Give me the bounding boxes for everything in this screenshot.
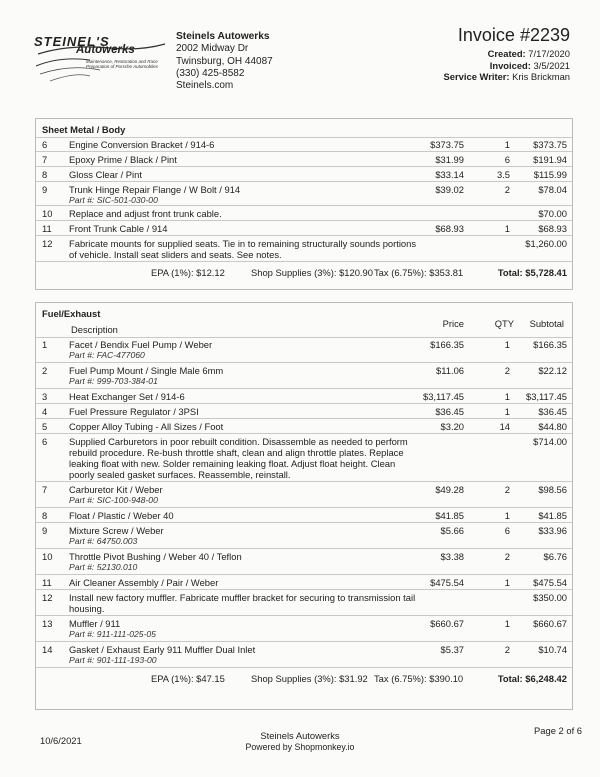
line-item-number: 10 [42,551,53,562]
tax-amount: Tax (6.75%): $353.81 [374,267,464,278]
line-item-price: $3,117.45 [422,391,464,402]
line-item-subtotal: $68.93 [538,223,567,234]
line-item-subtotal: $660.67 [533,618,567,629]
line-item-qty: 6 [504,525,510,536]
line-item-description-text: Carburetor Kit / Weber [69,484,163,495]
line-item-qty: 1 [504,139,510,150]
line-item-qty: 1 [504,577,510,588]
line-item-price: $68.93 [435,223,464,234]
line-item-description-text: Facet / Bendix Fuel Pump / Weber [69,339,213,350]
line-item-number: 2 [42,365,48,376]
line-item-qty: 1 [504,510,510,521]
line-item-number: 14 [42,644,53,655]
line-item-description-text: Copper Alloy Tubing - All Sizes / Foot [69,421,224,432]
footer-company: Steinels Autowerks [260,730,340,741]
footer-page-number: Page 2 of 6 [534,725,582,736]
logo-text-line1: STEINEL'S [34,34,110,49]
line-item-subtotal: $475.54 [533,577,567,588]
col-header-subtotal: Subtotal [529,318,564,329]
line-item-price: $5.37 [440,644,464,655]
line-item-price: $31.99 [435,154,464,165]
shop-supplies-fee: Shop Supplies (3%): $120.90 [251,267,373,278]
line-item-part-number: Part #: 911-111-025-05 [69,629,156,639]
line-item-description [69,436,419,480]
fuel-exhaust-section [35,302,573,710]
line-item-part-number: Part #: 999-703-384-01 [69,376,158,386]
line-item-part-number: Part #: 64750.003 [69,536,138,546]
company-address2: Twinsburg, OH 44087 [176,55,273,67]
line-item-description [69,184,419,206]
section-total: Total: $5,728.41 [497,267,567,278]
line-item-price: $166.35 [430,339,464,350]
line-item-description [69,592,419,614]
line-item-description [69,339,419,361]
line-item-subtotal: $350.00 [533,592,567,603]
line-item-description [69,484,419,506]
col-header-qty: QTY [494,318,514,329]
line-item-description-text: Fabricate mounts for supplied seats. Tie in to remaining structurally sounds portions of vehicle. Install seat sliders and seats. See notes. [69,238,417,260]
line-item-description-text: Air Cleaner Assembly / Pair / Weber [69,577,219,588]
line-item-price: $41.85 [435,510,464,521]
col-header-description: Description [71,324,118,335]
line-item-description [69,365,419,387]
line-item-description-text: Gasket / Exhaust Early 911 Muffler Dual Inlet [69,644,256,655]
invoiced-date: 3/5/2021 [533,59,570,71]
line-item-number: 13 [42,618,53,629]
line-item-price: $11.06 [436,365,464,376]
line-item-price: $3.38 [440,551,464,562]
line-item-subtotal: $22.12 [538,365,567,376]
line-item-description-text: Epoxy Prime / Black / Pint [69,154,177,165]
line-item-description [69,208,419,219]
shop-supplies-fee: Shop Supplies (3%): $31.92 [251,673,368,684]
invoice-meta [444,48,570,83]
line-item-qty: 1 [504,406,510,417]
line-item-subtotal: $36.45 [538,406,567,417]
line-item-description [69,525,419,547]
line-item-description [69,618,419,640]
line-item-part-number: Part #: 901-111-193-00 [69,655,157,665]
line-item-description-text: Muffler / 911 [69,618,121,629]
line-item-qty: 2 [504,484,510,495]
col-header-price: Price [442,318,464,329]
line-item-qty: 1 [504,618,510,629]
logo-tagline: Maintenance, Restoration and Race Preparation of Porsche Automobiles [86,59,158,69]
line-item-price: $36.45 [435,406,464,417]
line-item-part-number: Part #: SIC-501-030-00 [69,195,158,205]
line-item-qty: 3.5 [496,169,510,180]
line-item-subtotal: $44.80 [538,421,567,432]
sheet-metal-section [35,118,573,290]
line-item-number: 5 [42,421,48,432]
line-item-description [69,391,419,402]
company-name: Steinels Autowerks [176,31,270,42]
line-item-number: 1 [42,339,48,350]
line-item-subtotal: $166.35 [533,339,567,350]
line-item-description [69,406,419,417]
line-item-description [69,169,419,180]
epa-fee: EPA (1%): $12.12 [151,267,225,278]
logo-text-line2: Autowerks [76,44,135,56]
line-item-part-number: Part #: SIC-100-948-00 [69,495,158,505]
line-item-qty: 1 [504,391,510,402]
section-total: Total: $6,248.42 [497,673,567,684]
line-item-price: $33.14 [435,169,464,180]
line-item-description-text: Heat Exchanger Set / 914-6 [69,391,185,402]
line-item-number: 8 [42,510,48,521]
line-item-subtotal: $98.56 [538,484,567,495]
line-item-number: 7 [42,484,48,495]
line-item-qty: 14 [499,421,510,432]
line-item-description [69,154,419,165]
line-item-description-text: Supplied Carburetors in poor rebuilt condition. Disassemble as needed to perform rebuild procedure. Re-bush throttle shaft, clean and align throttle plates. Replace leaking float with new. Solder remaining leaking float. Adjust float height. Clean poorly sealed gasket surfaces. Reassemble, reinstall. [69,436,408,480]
company-logo [30,26,170,96]
tax-amount: Tax (6.75%): $390.10 [374,673,464,684]
company-info [176,31,273,92]
created-label: Created: [487,48,526,59]
line-item-number: 6 [42,139,48,150]
line-item-price: $373.75 [430,139,464,150]
line-item-description-text: Fuel Pressure Regulator / 3PSI [69,406,199,417]
line-item-subtotal: $3,117.45 [525,391,567,402]
line-item-description [69,223,419,234]
line-item-subtotal: $115.99 [533,169,567,180]
line-item-description [69,510,419,521]
line-item-number: 7 [42,154,48,165]
company-address1: 2002 Midway Dr [176,43,249,55]
line-item-price: $49.28 [435,484,464,495]
line-item-qty: 2 [504,644,510,655]
line-item-price: $5.66 [440,525,464,536]
line-item-number: 12 [42,592,53,603]
line-item-price: $475.54 [430,577,464,588]
line-item-description [69,139,419,150]
line-item-number: 9 [42,184,48,195]
line-item-number: 11 [42,223,52,234]
line-item-description-text: Front Trunk Cable / 914 [69,223,168,234]
line-item-subtotal: $70.00 [538,208,567,219]
line-item-number: 11 [42,577,52,588]
created-date: 7/17/2020 [528,48,570,59]
line-item-description [69,644,419,666]
line-item-number: 8 [42,169,48,180]
line-item-subtotal: $191.94 [533,154,567,165]
line-item-description-text: Throttle Pivot Bushing / Weber 40 / Teflon [69,551,242,562]
section-title: Sheet Metal / Body [42,124,126,135]
line-item-number: 4 [42,406,48,417]
writer-label: Service Writer: [443,71,510,82]
line-item-number: 6 [42,436,48,447]
line-item-subtotal: $41.85 [538,510,567,521]
line-item-description [69,577,419,588]
line-item-qty: 1 [504,223,510,234]
line-item-price: $39.02 [435,184,464,195]
section-title: Fuel/Exhaust [42,308,101,319]
line-item-qty: 2 [504,184,510,195]
line-item-description-text: Replace and adjust front trunk cable. [69,208,222,219]
line-item-qty: 2 [504,551,510,562]
company-website: Steinels.com [176,80,234,92]
line-item-part-number: Part #: FAC-477060 [69,350,145,360]
line-item-description-text: Engine Conversion Bracket / 914-6 [69,139,215,150]
line-item-description-text: Fuel Pump Mount / Single Male 6mm [69,365,224,376]
company-phone: (330) 425-8582 [176,67,245,79]
line-item-number: 3 [42,391,48,402]
line-item-description-text: Mixture Screw / Weber [69,525,164,536]
line-item-description [69,551,419,573]
line-item-number: 12 [42,238,53,249]
line-item-subtotal: $6.76 [543,551,567,562]
footer-date: 10/6/2021 [40,735,82,746]
line-item-part-number: Part #: 52130.010 [69,562,138,572]
line-item-subtotal: $78.04 [538,184,567,195]
line-item-subtotal: $1,260.00 [525,238,567,249]
line-item-subtotal: $33.96 [538,525,567,536]
line-item-qty: 2 [504,365,510,376]
writer-name: Kris Brickman [512,71,570,82]
line-item-subtotal: $10.74 [538,644,567,655]
line-item-description-text: Install new factory muffler. Fabricate muffler bracket for securing to transmission tail housing. [69,592,416,614]
line-item-qty: 6 [504,154,510,165]
line-item-price: $660.67 [430,618,464,629]
line-item-qty: 1 [504,339,510,350]
invoice-title: Invoice #2239 [457,25,570,45]
line-item-description [69,421,419,432]
line-item-description-text: Trunk Hinge Repair Flange / W Bolt / 914 [69,184,241,195]
line-item-description [69,238,419,260]
epa-fee: EPA (1%): $47.15 [151,673,225,684]
line-item-subtotal: $714.00 [533,436,567,447]
footer-powered-by: Powered by Shopmonkey.io [245,742,355,752]
line-item-number: 10 [42,208,53,219]
line-item-number: 9 [42,525,48,536]
line-item-description-text: Gloss Clear / Pint [69,169,142,180]
line-item-description-text: Float / Plastic / Weber 40 [69,510,174,521]
line-item-subtotal: $373.75 [533,139,567,150]
line-item-price: $3.20 [440,421,464,432]
invoiced-label: Invoiced: [489,59,531,71]
